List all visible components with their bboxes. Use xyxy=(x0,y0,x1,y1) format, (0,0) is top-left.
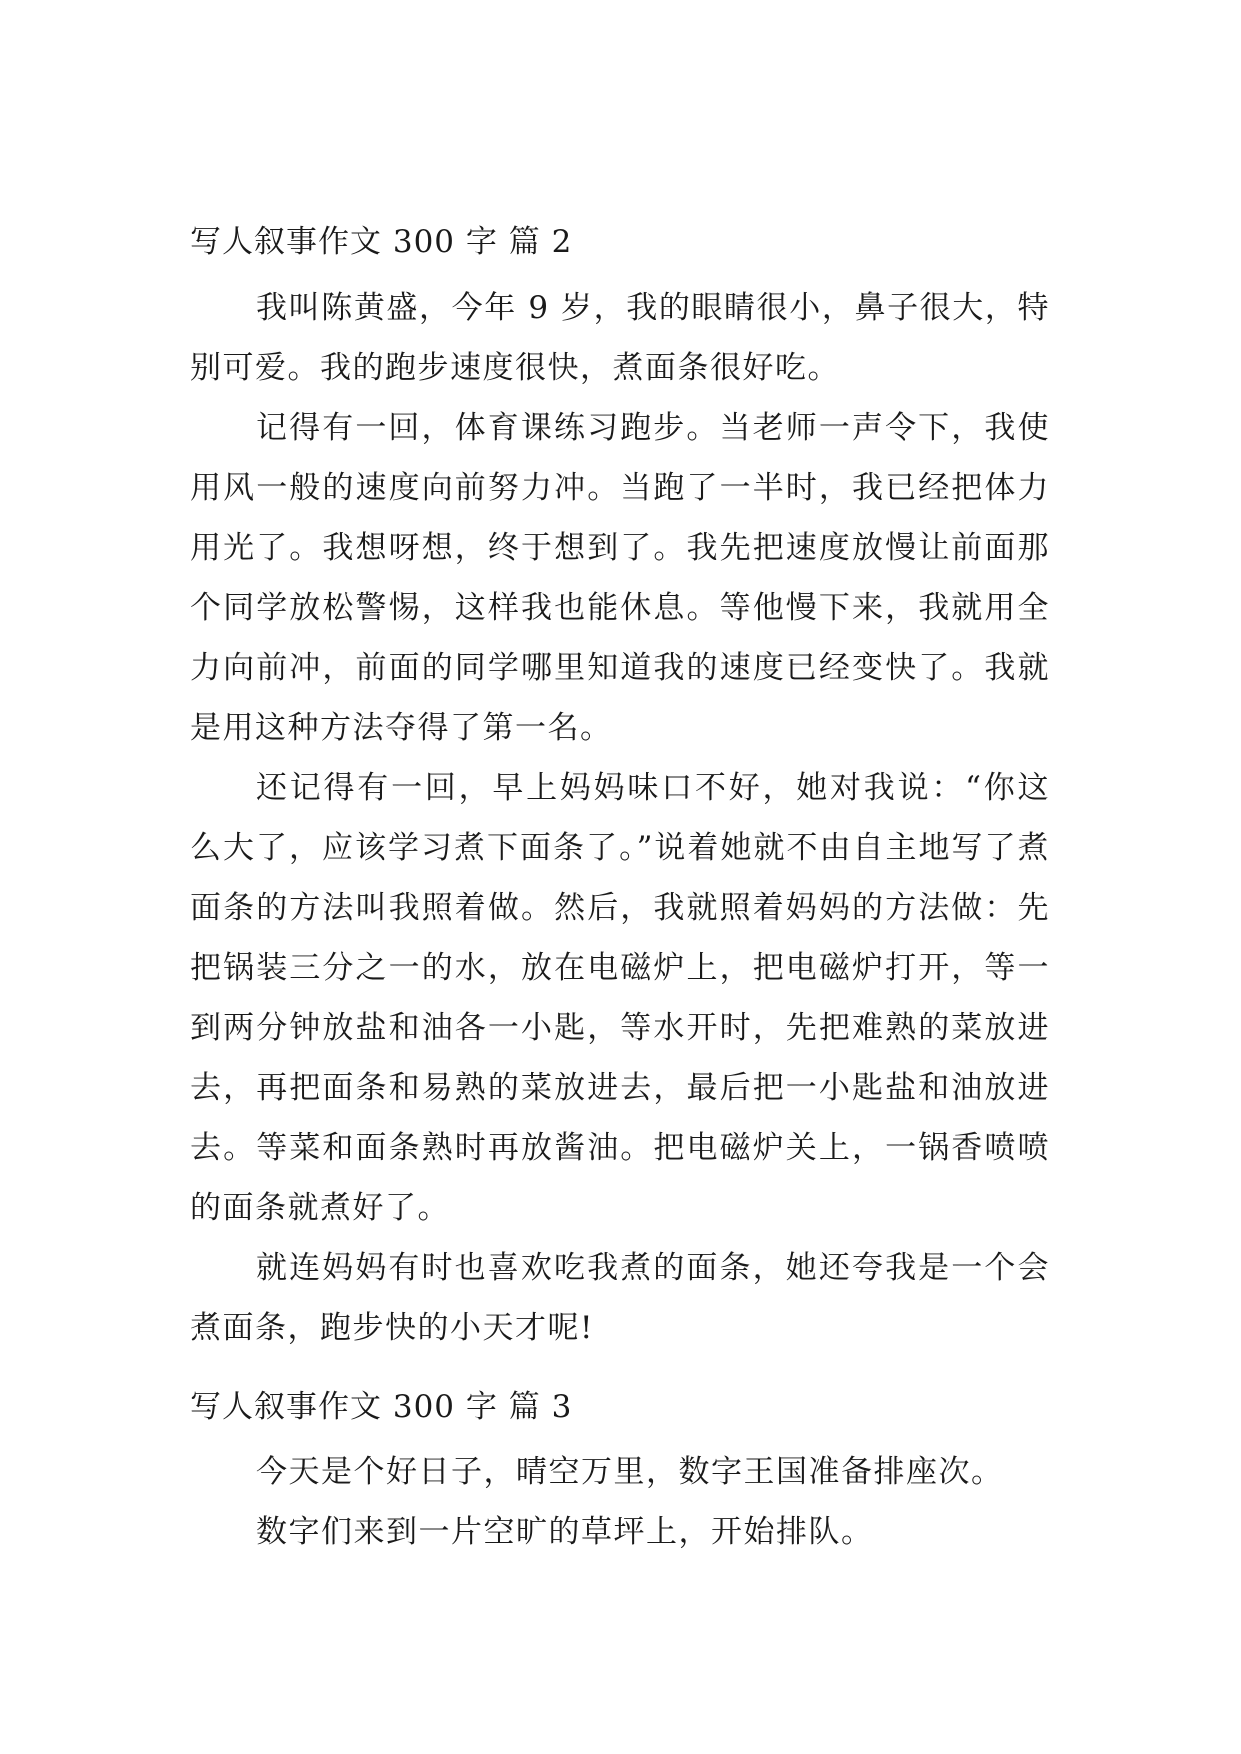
paragraph: 我叫陈黄盛，今年 9 岁，我的眼睛很小，鼻子很大，特别可爱。我的跑步速度很快，煮面条很好吃。 xyxy=(190,290,1050,386)
section-title: 写人叙事作文 300 字 篇 2 xyxy=(190,224,573,260)
section-title: 写人叙事作文 300 字 篇 3 xyxy=(190,1389,573,1425)
paragraph: 数字们来到一片空旷的草坪上，开始排队。 xyxy=(256,1514,874,1550)
paragraph: 记得有一回，体育课练习跑步。当老师一声令下，我使用风一般的速度向前努力冲。当跑了一半时，我已经把体力用光了。我想呀想，终于想到了。我先把速度放慢让前面那个同学放松警惕，这样我也能休息。等他慢下来，我就用全力向前冲，前面的同学哪里知道我的速度已经变快了。我就是用这种方法夺得了第一名。 xyxy=(190,410,1050,746)
paragraph: 今天是个好日子，晴空万里，数字王国准备排座次。 xyxy=(256,1454,1004,1490)
paragraph: 就连妈妈有时也喜欢吃我煮的面条，她还夸我是一个会煮面条，跑步快的小天才呢! xyxy=(190,1250,1050,1346)
paragraph: 还记得有一回，早上妈妈味口不好，她对我说：“你这么大了，应该学习煮下面条了。”说着她就不由自主地写了煮面条的方法叫我照着做。然后，我就照着妈妈的方法做：先把锅装三分之一的水，放在电磁炉上，把电磁炉打开，等一到两分钟放盐和油各一小匙，等水开时，先把难熟的菜放进去，再把面条和易熟的菜放进去，最后把一小匙盐和油放进去。等菜和面条熟时再放酱油。把电磁炉关上，一锅香喷喷的面条就煮好了。 xyxy=(190,770,1050,1226)
